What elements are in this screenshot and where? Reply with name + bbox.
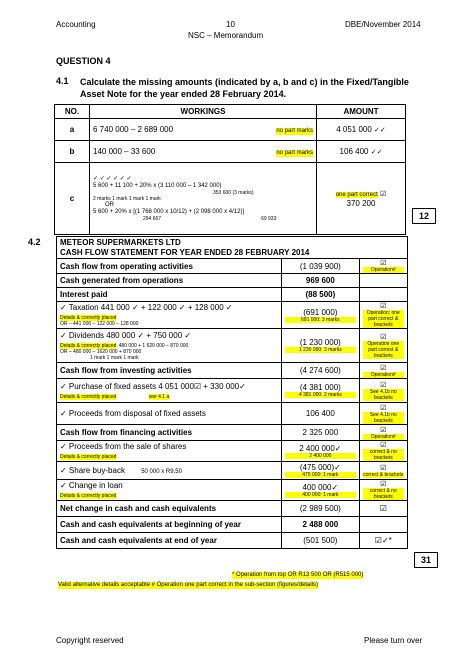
working-line: 50 000 x R9,50 bbox=[141, 468, 182, 475]
mark-note: correct & no brackets bbox=[363, 488, 404, 500]
header-date: DBE/November 2014 bbox=[345, 20, 421, 29]
mark-note: no part marks bbox=[276, 149, 313, 156]
row-no: c bbox=[55, 163, 90, 235]
checkbox-icon: ☑ bbox=[380, 404, 387, 412]
marks-line: 1 mark 1 mark 1 mark bbox=[90, 354, 139, 361]
table-row bbox=[57, 517, 408, 533]
tick-icon: ✓✓ bbox=[374, 127, 386, 134]
checkbox-icon: ☑ bbox=[380, 426, 387, 434]
row-amount: 106 400 bbox=[282, 403, 359, 425]
table-row bbox=[57, 480, 408, 501]
table-row bbox=[57, 501, 408, 517]
row-label: Net change in cash and cash equivalents bbox=[57, 501, 282, 517]
cash-flow-table bbox=[56, 236, 408, 549]
working-line: OR – 480 000 – 1620 000 + 870 000 bbox=[60, 348, 142, 355]
working-line: 5 600 + 20% x [(1 768 000 x 10/12) + (2 098 000 x 4/12)] bbox=[93, 208, 245, 215]
checkbox-icon: ☑ bbox=[380, 303, 387, 310]
row-amount: (88 500) bbox=[282, 288, 359, 302]
mark-note: See 4.1b no brackets bbox=[363, 389, 404, 401]
mark-note: see 4.1 a bbox=[148, 393, 170, 400]
working-line: 5 600 + 11 100 + 20% x (3 110 000 – 1 342 000) bbox=[93, 182, 222, 189]
table-row bbox=[57, 363, 408, 379]
header-memo: NSC – Memorandum bbox=[188, 31, 264, 40]
table-row bbox=[57, 259, 408, 274]
row-label: Cash and cash equivalents at beginning of year bbox=[57, 517, 282, 533]
row-label: ✓ Proceeds from disposal of fixed assets bbox=[57, 403, 282, 425]
checkbox-icon: ☑ bbox=[380, 464, 387, 472]
tick-line: ✓ ✓ ✓ ✓ ✓ ✓ bbox=[93, 175, 132, 182]
checkbox-icon: ☑ bbox=[379, 191, 387, 198]
row-amount: (475 000)✓ bbox=[299, 463, 341, 472]
row-workings: 140 000 – 33 600 no part marks bbox=[90, 141, 317, 163]
checkbox-icon: ☑ bbox=[380, 260, 387, 267]
row-amount: 2 325 000 bbox=[282, 425, 359, 441]
mark-note: Operation; one part correct & brackets bbox=[363, 310, 404, 328]
row-no: a bbox=[55, 119, 90, 141]
mark-note: Operation# bbox=[363, 372, 404, 378]
mark-note: Details & correctly placed bbox=[60, 315, 117, 321]
row-label: ✓ Dividends 480 000 ✓ + 750 000 ✓ bbox=[60, 330, 192, 340]
row-amount: (4 381 000) bbox=[299, 383, 341, 392]
checkbox-icon: ☑✓* bbox=[359, 533, 407, 549]
table-row bbox=[57, 533, 408, 549]
row-amount: 106 400 ✓✓ bbox=[317, 141, 406, 163]
marks-line: 2 marks 1 mark 1 mark 1 mark bbox=[93, 195, 161, 202]
col-no: NO. bbox=[55, 105, 90, 119]
header-subject: Accounting bbox=[56, 20, 96, 29]
table-row bbox=[55, 141, 406, 163]
checkbox-icon: ☑ bbox=[380, 333, 387, 341]
mark-note: 1 230 000: 3 marks bbox=[285, 347, 355, 353]
table-row bbox=[57, 425, 408, 441]
score-box: 31 bbox=[414, 552, 438, 568]
checkbox-icon: ☑ bbox=[380, 381, 387, 389]
mark-note: 2 400 000 bbox=[285, 453, 355, 459]
row-label: Interest paid bbox=[57, 288, 282, 302]
mark-note: 691 000: 3 marks bbox=[285, 317, 355, 323]
statement-title: CASH FLOW STATEMENT FOR YEAR ENDED 28 FEBRUARY 2014 bbox=[57, 248, 408, 259]
mark-note: one part correct bbox=[335, 192, 378, 198]
row-amount: 400 000✓ bbox=[302, 482, 339, 492]
checkbox-icon: ☑ bbox=[380, 364, 387, 372]
table-row bbox=[57, 329, 408, 363]
row-amount: (691 000) bbox=[303, 307, 338, 317]
mark-note: Details & correctly placed bbox=[60, 393, 117, 400]
row-amount: (4 274 600) bbox=[282, 363, 359, 379]
mark-note: Operation one part correct & brackets bbox=[363, 341, 404, 359]
q41-text: Calculate the missing amounts (indicated by a, b and c) in the Fixed/Tangible Asset Note for the year ended 28 February 2014. bbox=[80, 77, 409, 99]
row-label: Cash flow from financing activities bbox=[57, 425, 282, 441]
table-row bbox=[57, 302, 408, 329]
row-no: b bbox=[55, 141, 90, 163]
row-label: Cash generated from operations bbox=[57, 274, 282, 288]
mark-note: 4 381 000: 2 marks bbox=[285, 392, 355, 398]
table-row bbox=[57, 403, 408, 425]
row-amount: 2 400 000✓ bbox=[299, 443, 342, 453]
asset-note-table bbox=[54, 104, 406, 235]
row-label: ✓ Purchase of fixed assets 4 051 000☑ + 330 000✓ bbox=[60, 381, 246, 391]
row-workings: 6 740 000 – 2 689 000 no part marks bbox=[90, 119, 317, 141]
row-amount: 2 488 000 bbox=[282, 517, 359, 533]
row-amount: 4 051 000 ✓✓ bbox=[317, 119, 406, 141]
mark-note: Operation# bbox=[363, 434, 404, 440]
row-amount: (1 039 900) bbox=[282, 259, 359, 274]
q41-number: 4.1 bbox=[56, 76, 69, 86]
row-label: Cash flow from investing activities bbox=[57, 363, 282, 379]
row-label: ✓ Change in loan bbox=[60, 481, 123, 490]
footer-turn-over: Please turn over bbox=[364, 636, 423, 645]
row-label: Cash flow from operating activities bbox=[57, 259, 282, 274]
header-page-number: 10 bbox=[226, 20, 235, 29]
or-label: OR bbox=[105, 201, 114, 208]
working-line: OR – 441 000 – 122 000 – 128 000 bbox=[60, 321, 139, 327]
mark-note: correct & no brackets bbox=[363, 449, 404, 461]
row-amount: (1 230 000) bbox=[299, 338, 341, 347]
q42-number: 4.2 bbox=[28, 237, 41, 247]
table-row bbox=[57, 379, 408, 403]
working-line: 480 000 + 1 620 000 – 870 000 bbox=[118, 342, 189, 349]
footnote-operation: * Operation from top OR R13 500 OR (R515 000) bbox=[232, 572, 364, 578]
row-amount: (501 500) bbox=[282, 533, 359, 549]
row-amount: (2 989 500) bbox=[282, 501, 359, 517]
row-label: ✓ Proceeds from the sale of shares bbox=[60, 442, 187, 451]
mark-note: Details & correctly placed bbox=[60, 493, 117, 499]
mark-note: correct & brackets bbox=[363, 471, 404, 478]
amount-value: 370 200 bbox=[346, 199, 376, 208]
col-amount: AMOUNT bbox=[317, 105, 406, 119]
company-name: METEOR SUPERMARKETS LTD bbox=[57, 237, 408, 248]
table-row bbox=[55, 163, 406, 235]
mark-note: Operation# bbox=[363, 267, 404, 273]
question-title: QUESTION 4 bbox=[56, 56, 111, 66]
table-row bbox=[57, 274, 408, 288]
table-row bbox=[57, 441, 408, 462]
working-subtotal: 69 933 bbox=[261, 215, 277, 222]
mark-note: 475 000: 1 mark bbox=[285, 472, 355, 478]
row-label: ✓ Taxation 441 000 ✓ + 122 000 ✓ + 128 000 ✓ bbox=[60, 303, 233, 312]
checkbox-icon: ☑ bbox=[359, 501, 407, 517]
footnote-alternatives: Valid alternative details acceptable # Operation one part correct in the sub-section (figures/details) bbox=[58, 582, 319, 588]
row-workings bbox=[90, 163, 317, 235]
score-box: 12 bbox=[412, 208, 436, 224]
row-amount: 969 600 bbox=[282, 274, 359, 288]
row-label: ✓ Share buy-back bbox=[60, 465, 125, 475]
working-subtotal: 353 600 (3 marks) bbox=[213, 189, 254, 196]
working-subtotal: 294 667 bbox=[143, 215, 162, 222]
mark-note: 400 000: 1 mark bbox=[285, 492, 355, 498]
row-amount bbox=[317, 163, 406, 235]
footer-copyright: Copyright reserved bbox=[56, 636, 124, 645]
mark-note: See 4.1b no brackets bbox=[363, 412, 404, 424]
table-row bbox=[57, 462, 408, 480]
col-workings: WORKINGS bbox=[90, 105, 317, 119]
table-row bbox=[55, 119, 406, 141]
mark-note: no part marks bbox=[276, 127, 313, 134]
row-label: Cash and cash equivalents at end of year bbox=[57, 533, 282, 549]
table-row bbox=[57, 288, 408, 302]
checkbox-icon: ☑ bbox=[380, 481, 387, 488]
mark-note: Details & correctly placed bbox=[60, 454, 117, 460]
checkbox-icon: ☑ bbox=[380, 442, 387, 449]
mark-note: Details & correctly placed bbox=[60, 342, 117, 349]
tick-icon: ✓✓ bbox=[370, 149, 383, 156]
